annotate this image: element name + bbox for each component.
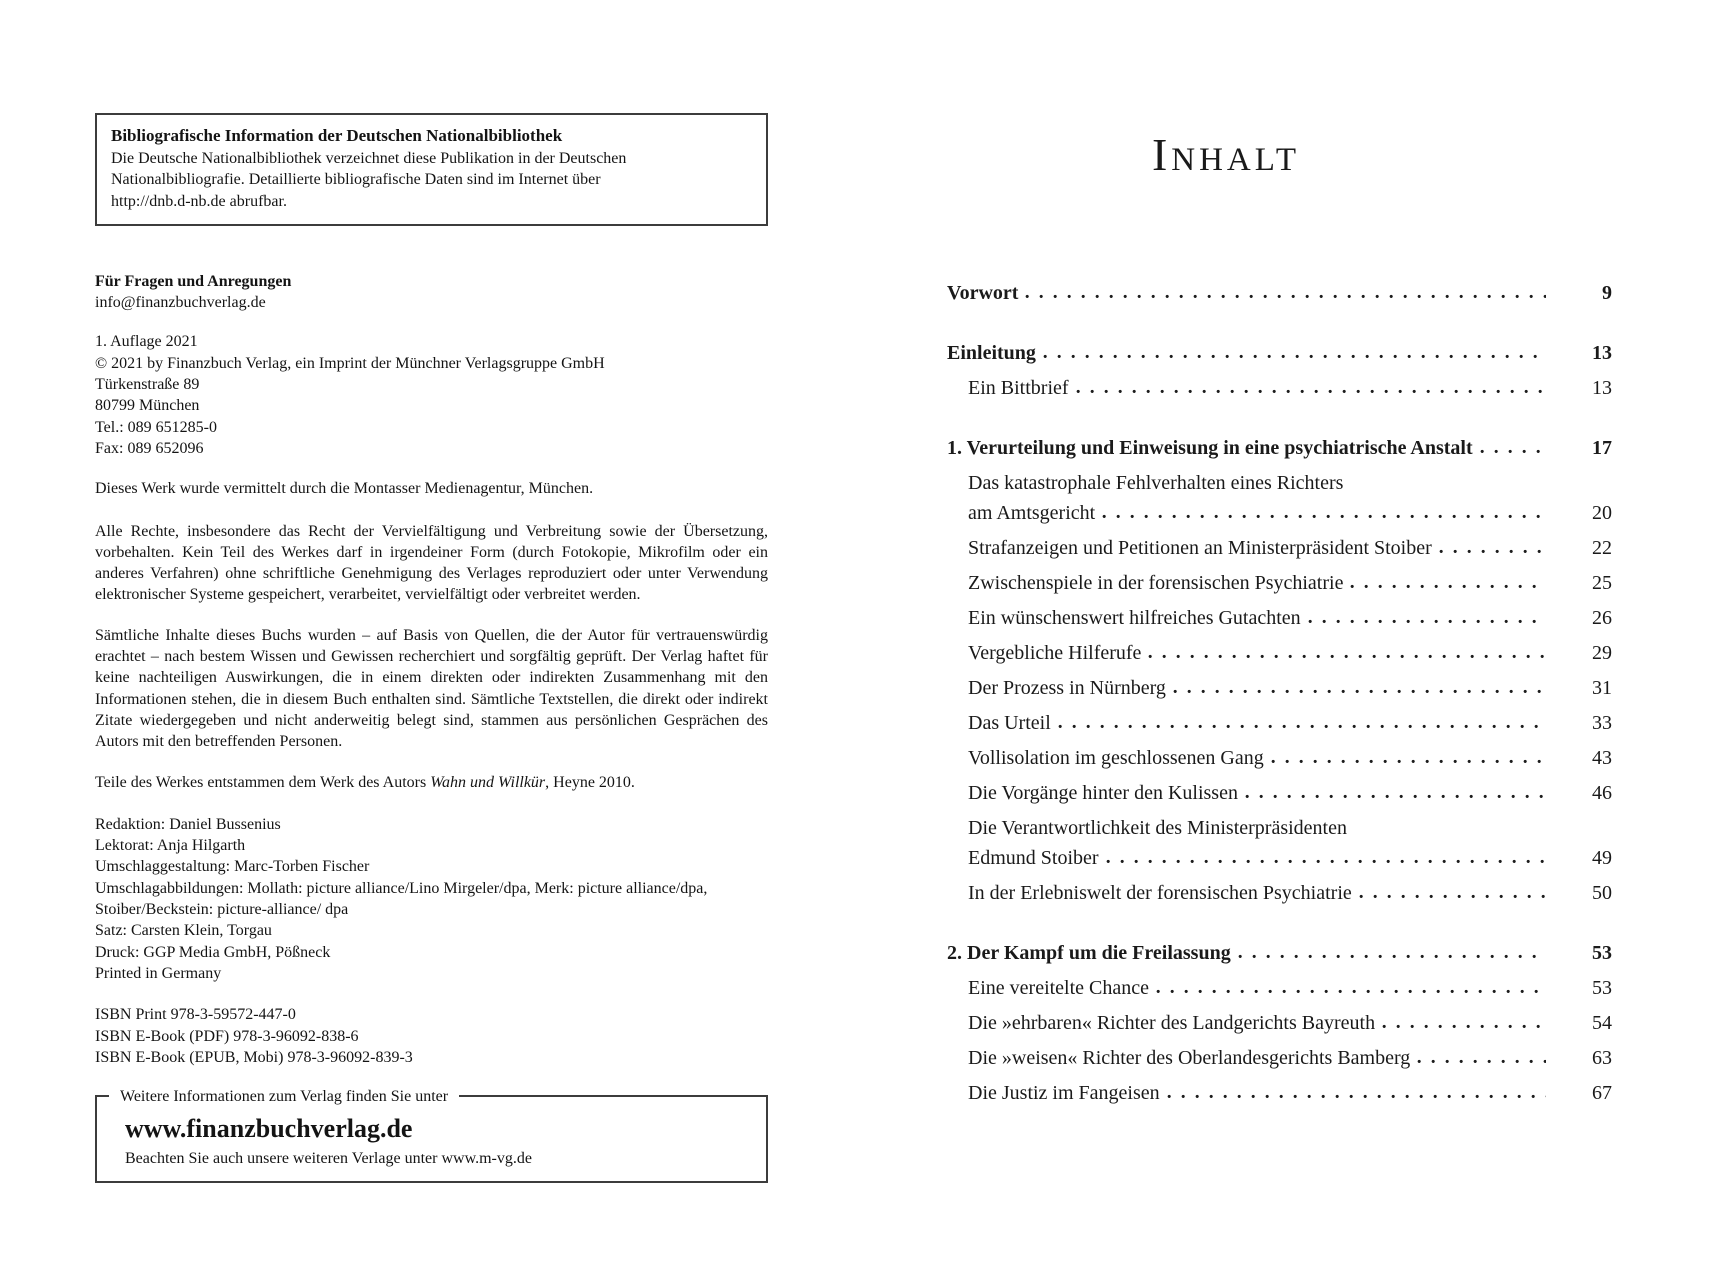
toc-entry	[947, 1012, 1612, 1047]
isbn-line: ISBN E-Book (EPUB, Mobi) 978-3-96092-839-3	[95, 1048, 413, 1066]
toc-page-number: 50	[1592, 882, 1612, 904]
toc-entry-label: Edmund Stoiber	[968, 847, 1099, 869]
publisher-other-note: Beachten Sie auch unsere weiteren Verlage unter www.m-vg.de	[125, 1150, 532, 1168]
toc-entry	[947, 437, 1612, 472]
toc-entry	[947, 282, 1612, 317]
toc-page-number: 13	[1592, 342, 1612, 364]
dot-leader	[1245, 794, 1546, 799]
dot-leader	[1102, 514, 1546, 519]
dot-leader	[1106, 859, 1546, 864]
imprint-line: Türkenstraße 89	[95, 376, 200, 394]
toc-entry	[947, 642, 1612, 677]
isbn-line: ISBN Print 978-3-59572-447-0	[95, 1006, 296, 1024]
toc-title-rest: NHALT	[1171, 142, 1301, 178]
toc-page-number: 25	[1592, 572, 1612, 594]
toc-entry-label: Einleitung	[947, 342, 1036, 364]
toc-entry	[947, 572, 1612, 607]
toc-entry-label: Ein Bittbrief	[968, 377, 1069, 399]
dot-leader	[1417, 1059, 1546, 1064]
imprint-line: 80799 München	[95, 397, 200, 415]
toc-entry	[947, 882, 1612, 917]
toc-entry	[947, 1047, 1612, 1082]
toc-page-number: 49	[1592, 847, 1612, 869]
dot-leader	[1480, 449, 1546, 454]
toc-entry-label: Strafanzeigen und Petitionen an Ministerpräsident Stoiber	[968, 537, 1432, 559]
toc-entry-label: 1. Verurteilung und Einweisung in eine psychiatrische Anstalt	[947, 437, 1473, 459]
dot-leader	[1350, 584, 1546, 589]
toc-entry	[947, 782, 1612, 817]
contact-block	[95, 271, 768, 314]
dot-leader	[1350, 484, 1546, 489]
toc-title-first-letter: I	[1151, 129, 1172, 180]
bibliographic-info-title: Bibliografische Information der Deutschen Nationalbibliothek	[111, 126, 563, 145]
toc-entry-label: Das katastrophale Fehlverhalten eines Richters	[968, 472, 1344, 494]
toc-page-number: 13	[1592, 377, 1612, 399]
toc-page-number: 26	[1592, 607, 1612, 629]
toc-entry	[947, 377, 1612, 412]
toc-page-number: 22	[1592, 537, 1612, 559]
dot-leader	[1076, 389, 1546, 394]
toc-entry	[947, 712, 1612, 747]
toc-page-number: 67	[1592, 1082, 1612, 1104]
dot-leader	[1167, 1094, 1546, 1099]
imprint-page	[95, 113, 768, 1183]
dot-leader	[1025, 294, 1546, 299]
toc-page-number: 31	[1592, 677, 1612, 699]
bibliographic-info-box	[95, 113, 768, 226]
toc-entry-label: Die Vorgänge hinter den Kulissen	[968, 782, 1238, 804]
agency-note: Dieses Werk wurde vermittelt durch die Montasser Medienagentur, München.	[95, 480, 594, 498]
credits-block	[95, 814, 768, 984]
toc-entry-label: Vergebliche Hilferufe	[968, 642, 1142, 664]
toc-entry	[947, 502, 1612, 537]
bibliographic-info-line: http://dnb.d-nb.de abrufbar.	[111, 192, 287, 210]
toc-entry	[947, 977, 1612, 1012]
toc-entry-label: Ein wünschenswert hilfreiches Gutachten	[968, 607, 1301, 629]
credit-line: Redaktion: Daniel Bussenius	[95, 815, 281, 833]
isbn-line: ISBN E-Book (PDF) 978-3-96092-838-6	[95, 1027, 359, 1045]
imprint-line: 1. Auflage 2021	[95, 333, 198, 351]
toc-entry-label: Eine vereitelte Chance	[968, 977, 1150, 999]
imprint-line: © 2021 by Finanzbuch Verlag, ein Imprint der Münchner Verlagsgruppe GmbH	[95, 354, 605, 372]
toc-entry-label: Die Verantwortlichkeit des Ministerpräsidenten	[968, 817, 1347, 839]
dot-leader	[1359, 894, 1546, 899]
dot-leader	[1439, 549, 1546, 554]
source-note-book-title: Wahn und Willkür	[430, 773, 546, 791]
toc-page-number: 46	[1592, 782, 1612, 804]
credit-line: Umschlagabbildungen: Mollath: picture alliance/Lino Mirgeler/dpa, Merk: picture alliance/dpa, Stoiber/Beckstein: picture-alliance/ dpa	[95, 879, 708, 919]
source-note-suffix: , Heyne 2010.	[545, 773, 635, 791]
toc-entry-label: Vollisolation im geschlossenen Gang	[968, 747, 1264, 769]
table-of-contents	[947, 282, 1612, 1117]
bibliographic-info-lines	[111, 148, 752, 212]
source-note-prefix: Teile des Werkes entstammen dem Werk des Autors	[95, 773, 431, 791]
toc-entry-label: In der Erlebniswelt der forensischen Psychiatrie	[968, 882, 1352, 904]
dot-leader	[1238, 954, 1546, 959]
toc-entry	[947, 472, 1612, 502]
toc-entry	[947, 817, 1612, 847]
dot-leader	[1271, 759, 1546, 764]
publisher-info-box	[95, 1088, 768, 1183]
publisher-url: www.finanzbuchverlag.de	[125, 1114, 413, 1144]
toc-entry-label: Die »ehrbaren« Richter des Landgerichts Bayreuth	[968, 1012, 1376, 1034]
toc-page-number: 53	[1592, 942, 1612, 964]
toc-page-number: 20	[1592, 502, 1612, 524]
toc-entry	[947, 537, 1612, 572]
isbn-block	[95, 1004, 768, 1068]
toc-entry-label: Vorwort	[947, 282, 1019, 304]
credit-line: Lektorat: Anja Hilgarth	[95, 837, 246, 855]
imprint-line: Fax: 089 652096	[95, 439, 204, 457]
toc-entry	[947, 747, 1612, 782]
credit-line: Umschlaggestaltung: Marc-Torben Fischer	[95, 858, 370, 876]
toc-page-number: 63	[1592, 1047, 1612, 1069]
toc-entry-label: Die »weisen« Richter des Oberlandesgerichts Bamberg	[968, 1047, 1411, 1069]
toc-title	[947, 128, 1505, 181]
contact-email: info@finanzbuchverlag.de	[95, 294, 266, 312]
imprint-line: Tel.: 089 651285-0	[95, 418, 217, 436]
credit-line: Satz: Carsten Klein, Torgau	[95, 922, 272, 940]
dot-leader	[1173, 689, 1546, 694]
toc-entry-label: Das Urteil	[968, 712, 1051, 734]
dot-leader	[1354, 829, 1546, 834]
dot-leader	[1156, 989, 1546, 994]
toc-page-number: 54	[1592, 1012, 1612, 1034]
toc-entry-label: Zwischenspiele in der forensischen Psychiatrie	[968, 572, 1344, 594]
rights-paragraph: Alle Rechte, insbesondere das Recht der Vervielfältigung und Verbreitung sowie der Übersetzung, vorbehalten. Kein Teil des Werkes darf in irgendeiner Form (durch Fotokopie, Mikrofilm oder ein anderes Verfahren) ohne schriftliche Genehmigung des Verlages reproduziert oder unter Verwendung elektronischer Systeme gespeichert, verarbeitet, vervielfältigt oder verbreitet werden.	[95, 522, 768, 604]
toc-page-number: 53	[1592, 977, 1612, 999]
toc-page-number: 9	[1602, 282, 1612, 304]
liability-paragraph: Sämtliche Inhalte dieses Buchs wurden – auf Basis von Quellen, die der Autor für vertrauenswürdig erachtet – nach bestem Wissen und Gewissen recherchiert und sorgfältig geprüft. Der Verlag haftet für keine nachteiligen Auswirkungen, die in einem direkten oder indirekten Zusammenhang mit den Informationen stehen, die in diesem Buch enthalten sind. Sämtliche Textstellen, die direkt oder indirekt Zitate wiedergegeben und nicht anderweitig belegt sind, stammen aus persönlichen Gesprächen des Autors mit den betreffenden Personen.	[95, 626, 768, 751]
dot-leader	[1148, 654, 1546, 659]
toc-entry	[947, 677, 1612, 712]
toc-entry	[947, 847, 1612, 882]
toc-entry	[947, 342, 1612, 377]
credit-line: Printed in Germany	[95, 964, 222, 982]
toc-page-number: 17	[1592, 437, 1612, 459]
toc-entry	[947, 1082, 1612, 1117]
bibliographic-info-line: Die Deutsche Nationalbibliothek verzeichnet diese Publikation in der Deutschen	[111, 150, 627, 167]
contact-heading: Für Fragen und Anregungen	[95, 272, 292, 290]
toc-entry-label: 2. Der Kampf um die Freilassung	[947, 942, 1231, 964]
source-note	[95, 772, 768, 793]
dot-leader	[1043, 354, 1546, 359]
toc-page-number: 29	[1592, 642, 1612, 664]
bibliographic-info-line: Nationalbibliografie. Detaillierte bibliografische Daten sind im Internet über	[111, 171, 601, 189]
imprint-address-block	[95, 331, 768, 459]
publisher-info-legend: Weitere Informationen zum Verlag finden Sie unter	[109, 1086, 459, 1107]
dot-leader	[1058, 724, 1546, 729]
credit-line: Druck: GGP Media GmbH, Pößneck	[95, 943, 331, 961]
dot-leader	[1308, 619, 1546, 624]
dot-leader	[1382, 1024, 1546, 1029]
toc-entry-label: Der Prozess in Nürnberg	[968, 677, 1166, 699]
toc-entry-label: am Amtsgericht	[968, 502, 1096, 524]
toc-entry	[947, 607, 1612, 642]
toc-entry	[947, 942, 1612, 977]
toc-page-number: 43	[1592, 747, 1612, 769]
toc-entry-label: Die Justiz im Fangeisen	[968, 1082, 1160, 1104]
toc-page-number: 33	[1592, 712, 1612, 734]
